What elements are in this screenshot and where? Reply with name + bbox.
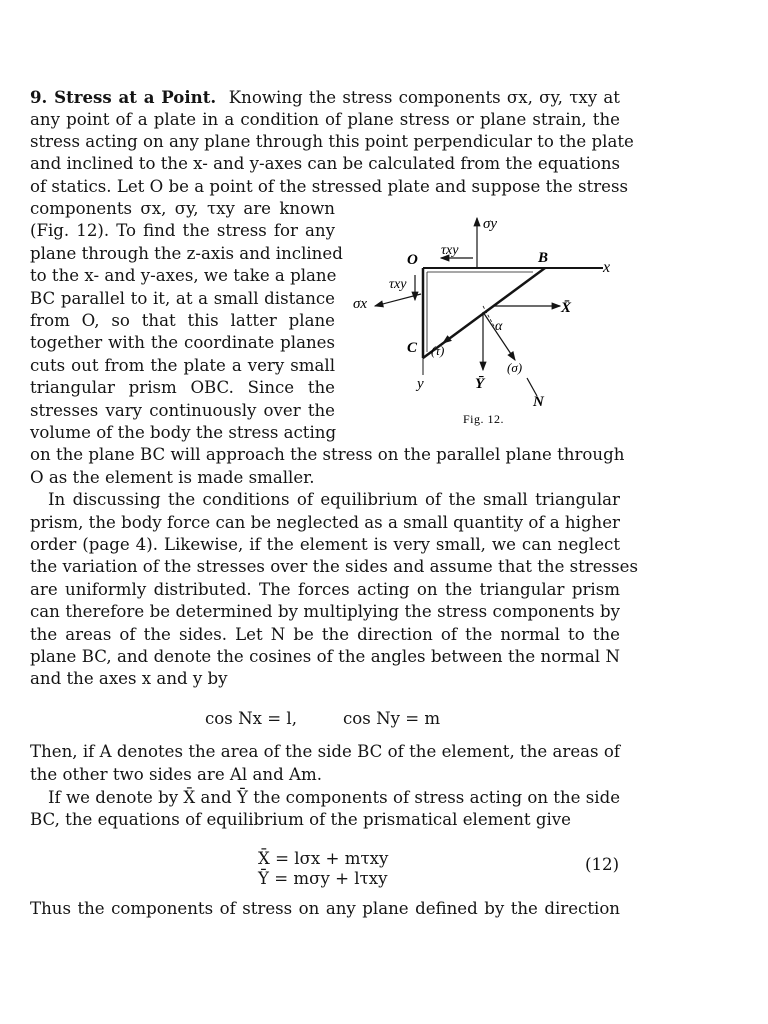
equation-12-line1: X̄ = lσx + mτxy [258,849,389,868]
text-line: and inclined to the x- and y-axes can be calculated from the equations [30,154,621,173]
text-line: and the axes x and y by [30,669,228,688]
text-line: together with the coordinate planes [30,333,335,352]
text-line: order (page 4). Likewise, if the element is very small, we can neglect [30,535,620,554]
text-line: BC, the equations of equilibrium of the prismatical element give [30,810,571,829]
text-line: can therefore be determined by multiplying the stress components by [30,602,620,621]
text-line: of statics. Let O be a point of the stressed plate and suppose the stress [30,177,628,196]
text-line: on the plane BC will approach the stress on the parallel plane through [30,445,625,464]
label-tau-left: τxy [389,277,407,292]
text-line: stresses vary continuously over the [30,401,335,420]
equation-12-line2: Ȳ = mσy + lτxy [258,869,388,888]
tau-bc-arrow [443,328,463,343]
figure-12 [345,210,625,430]
text-line: plane through the z-axis and inclined [30,244,343,263]
text-line: the variation of the stresses over the sides and assume that the stresses [30,557,638,576]
text-line: stress acting on any plane through this point perpendicular to the plate [30,132,634,151]
text-line: BC parallel to it, at a small distance [30,289,335,308]
label-y-bar: Ȳ [475,376,485,392]
text-line: Then, if A denotes the area of the side BC of the element, the areas of [30,742,620,761]
label-sigma-paren: (σ) [507,360,523,375]
label-x: x [603,259,611,276]
text-line: In discussing the conditions of equilibrium of the small triangular [48,490,620,509]
label-y: y [417,376,424,392]
text-line [30,86,620,110]
text-line: are uniformly distributed. The forces acting on the triangular prism [30,580,620,599]
text-line: any point of a plate in a condition of plane stress or plane strain, the [30,110,620,129]
text-line: components σx, σy, τxy are known [30,199,335,218]
text-line: triangular prism OBC. Since the [30,378,335,397]
label-sigma-y: σy [483,216,498,232]
text-line: Thus the components of stress on any plane defined by the direction [30,899,620,918]
text-line: plane BC, and denote the cosines of the angles between the normal N [30,647,620,666]
label-o: O [407,252,418,268]
label-tau-top: τxy [441,243,459,258]
label-b: B [538,250,549,266]
label-sigma-x: σx [353,296,368,312]
label-alpha: α [495,319,503,334]
equation-cos-left: cos Nx = l, [205,709,297,728]
text-line: (Fig. 12). To find the stress for any [30,221,335,240]
text-line: If we denote by X̄ and Ȳ the components of stress acting on the side [48,788,621,807]
text-line: cuts out from the plate a very small [30,356,335,375]
text-line: from O, so that this latter plane [30,311,335,330]
text-line: O as the element is made smaller. [30,468,315,487]
text-line: to the x- and y-axes, we take a plane [30,266,337,285]
equation-cos-right: cos Ny = m [343,709,441,728]
text-line: the areas of the sides. Let N be the direction of the normal to the [30,625,620,644]
text-line: prism, the body force can be neglected as a small quantity of a higher [30,513,620,532]
label-c: C [407,340,418,356]
figure-caption: Fig. 12. [463,412,505,426]
text-line: volume of the body the stress acting [30,423,337,442]
label-x-bar: X̄ [561,300,572,316]
text-line: the other two sides are Al and Am. [30,765,322,784]
label-tau-paren: (τ) [431,343,445,358]
label-n: N [533,394,544,410]
sigma-x-arrow [375,294,421,306]
line-text: Knowing the stress components σx, σy, τxy at [228,88,620,107]
equation-number: (12) [585,855,620,874]
section-heading: 9. Stress at a Point. [30,87,217,107]
